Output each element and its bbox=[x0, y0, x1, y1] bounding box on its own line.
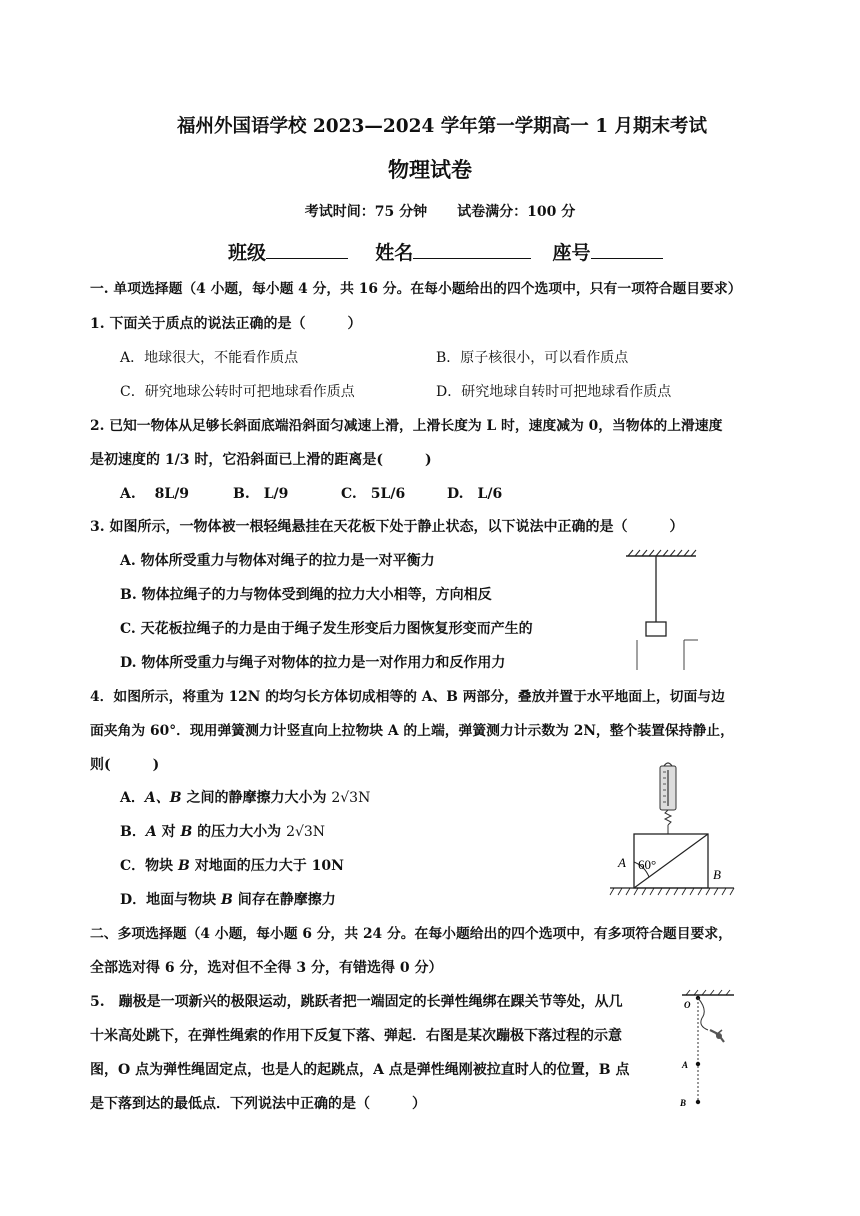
q4-fig-angle: 60° bbox=[638, 857, 657, 872]
q1-option-d: D．研究地球自转时可把地球看作质点 bbox=[436, 384, 672, 400]
seat-blank[interactable] bbox=[591, 240, 663, 259]
q5-fig-label-o: O bbox=[684, 1000, 691, 1010]
q2-option-b: B. L/9 bbox=[233, 486, 289, 502]
q5-line2: 十米高处跳下，在弹性绳索的作用下反复下落、弹起．右图是某次蹦极下落过程的示意 bbox=[90, 1028, 622, 1044]
q5-fig-label-b: B bbox=[680, 1098, 687, 1108]
exam-info bbox=[0, 202, 860, 222]
q2-line1: 2. 已知一物体从足够长斜面底端沿斜面匀减速上滑，上滑长度为 L 时，速度减为 0，当物体的上滑速度 bbox=[90, 418, 723, 434]
name-label: 姓名 bbox=[375, 242, 414, 264]
q3-option-a: A. 物体所受重力与物体对绳子的拉力是一对平衡力 bbox=[120, 553, 435, 569]
q4-figure-blocks bbox=[608, 758, 738, 904]
q5-line4: 是下落到达的最低点．下列说法中正确的是（ ） bbox=[90, 1096, 426, 1112]
q3-option-c: C. 天花板拉绳子的力是由于绳子发生形变后力图恢复形变而产生的 bbox=[120, 621, 533, 637]
q3-stem: 3. 如图所示，一物体被一根轻绳悬挂在天花板下处于静止状态，以下说法中正确的是（ ） bbox=[90, 519, 684, 535]
full-score: 试卷满分：100 分 bbox=[457, 204, 576, 220]
q5-fig-label-a: A bbox=[682, 1060, 689, 1070]
q4-option-b: B．A 对 B 的压力大小为 2√3N bbox=[120, 824, 326, 840]
spring-scale-icon bbox=[660, 763, 676, 834]
q4-b-value: 2√3N bbox=[286, 824, 326, 840]
q3-figure-hanging-mass bbox=[618, 546, 708, 680]
q5-line1: 5. 蹦极是一项新兴的极限运动，跳跃者把一端固定的长弹性绳绑在踝关节等处，从几 bbox=[90, 994, 623, 1010]
q3-option-d: D. 物体所受重力与绳子对物体的拉力是一对作用力和反作用力 bbox=[120, 655, 506, 671]
q4-line3: 则( ) bbox=[90, 757, 160, 773]
student-info-line bbox=[228, 240, 663, 263]
q2-option-d: D. L/6 bbox=[447, 486, 503, 502]
q4-line1: 4．如图所示，将重为 12N 的均匀长方体切成相等的 A、B 两部分，叠放并置于水平地面上，切面与边 bbox=[90, 689, 725, 705]
q4-option-a: A．A、B 之间的静摩擦力大小为 2√3N bbox=[120, 790, 371, 806]
exam-title: 福州外国语学校 2023—2024 学年第一学期高一 1 月期末考试 bbox=[176, 116, 708, 137]
q1-option-b: B．原子核很小，可以看作质点 bbox=[436, 350, 629, 366]
section1-heading: 一. 单项选择题（4 小题，每小题 4 分，共 16 分。在每小题给出的四个选项中，只有一项符合题目要求） bbox=[90, 281, 742, 297]
name-blank[interactable] bbox=[413, 240, 531, 259]
q2-line2: 是初速度的 1/3 时，它沿斜面已上滑的距离是( ) bbox=[90, 452, 432, 468]
q4-fig-label-a: A bbox=[618, 855, 626, 870]
q4-option-c: C．物块 B 对地面的压力大于 10N bbox=[120, 858, 344, 874]
section2-line1: 二、多项选择题（4 小题，每小题 6 分，共 24 分。在每小题给出的四个选项中，有多项符合题目要求， bbox=[90, 926, 732, 942]
subject-title: 物理试卷 bbox=[388, 157, 472, 182]
q4-fig-label-b: B bbox=[713, 867, 721, 882]
section2-line2: 全部选对得 6 分，选对但不全得 3 分，有错选得 0 分） bbox=[90, 960, 443, 976]
q2-option-c: C. 5L/6 bbox=[341, 486, 406, 502]
exam-time: 考试时间：75 分钟 bbox=[304, 204, 428, 220]
q1-stem: 1. 下面关于质点的说法正确的是（ ） bbox=[90, 316, 362, 332]
q1-option-c: C．研究地球公转时可把地球看作质点 bbox=[120, 384, 355, 400]
class-label: 班级 bbox=[228, 242, 267, 264]
q5-line3: 图，O 点为弹性绳固定点，也是人的起跳点，A 点是弹性绳刚被拉直时人的位置，B 点 bbox=[90, 1062, 630, 1078]
q2-option-a: A. 8L/9 bbox=[120, 486, 190, 502]
q4-option-d: D．地面与物块 B 间存在静摩擦力 bbox=[120, 892, 336, 908]
q3-option-b: B. 物体拉绳子的力与物体受到绳的拉力大小相等，方向相反 bbox=[120, 587, 492, 603]
q4-a-value: 2√3N bbox=[331, 790, 371, 806]
q1-option-a: A．地球很大，不能看作质点 bbox=[120, 350, 299, 366]
q5-figure-bungee bbox=[672, 986, 742, 1112]
q4-line2: 面夹角为 60°．现用弹簧测力计竖直向上拉物块 A 的上端，弹簧测力计示数为 2N，整个装置保持静止， bbox=[90, 723, 734, 739]
class-blank[interactable] bbox=[266, 240, 348, 259]
jumper-icon bbox=[710, 1030, 724, 1042]
seat-label: 座号 bbox=[552, 242, 591, 264]
